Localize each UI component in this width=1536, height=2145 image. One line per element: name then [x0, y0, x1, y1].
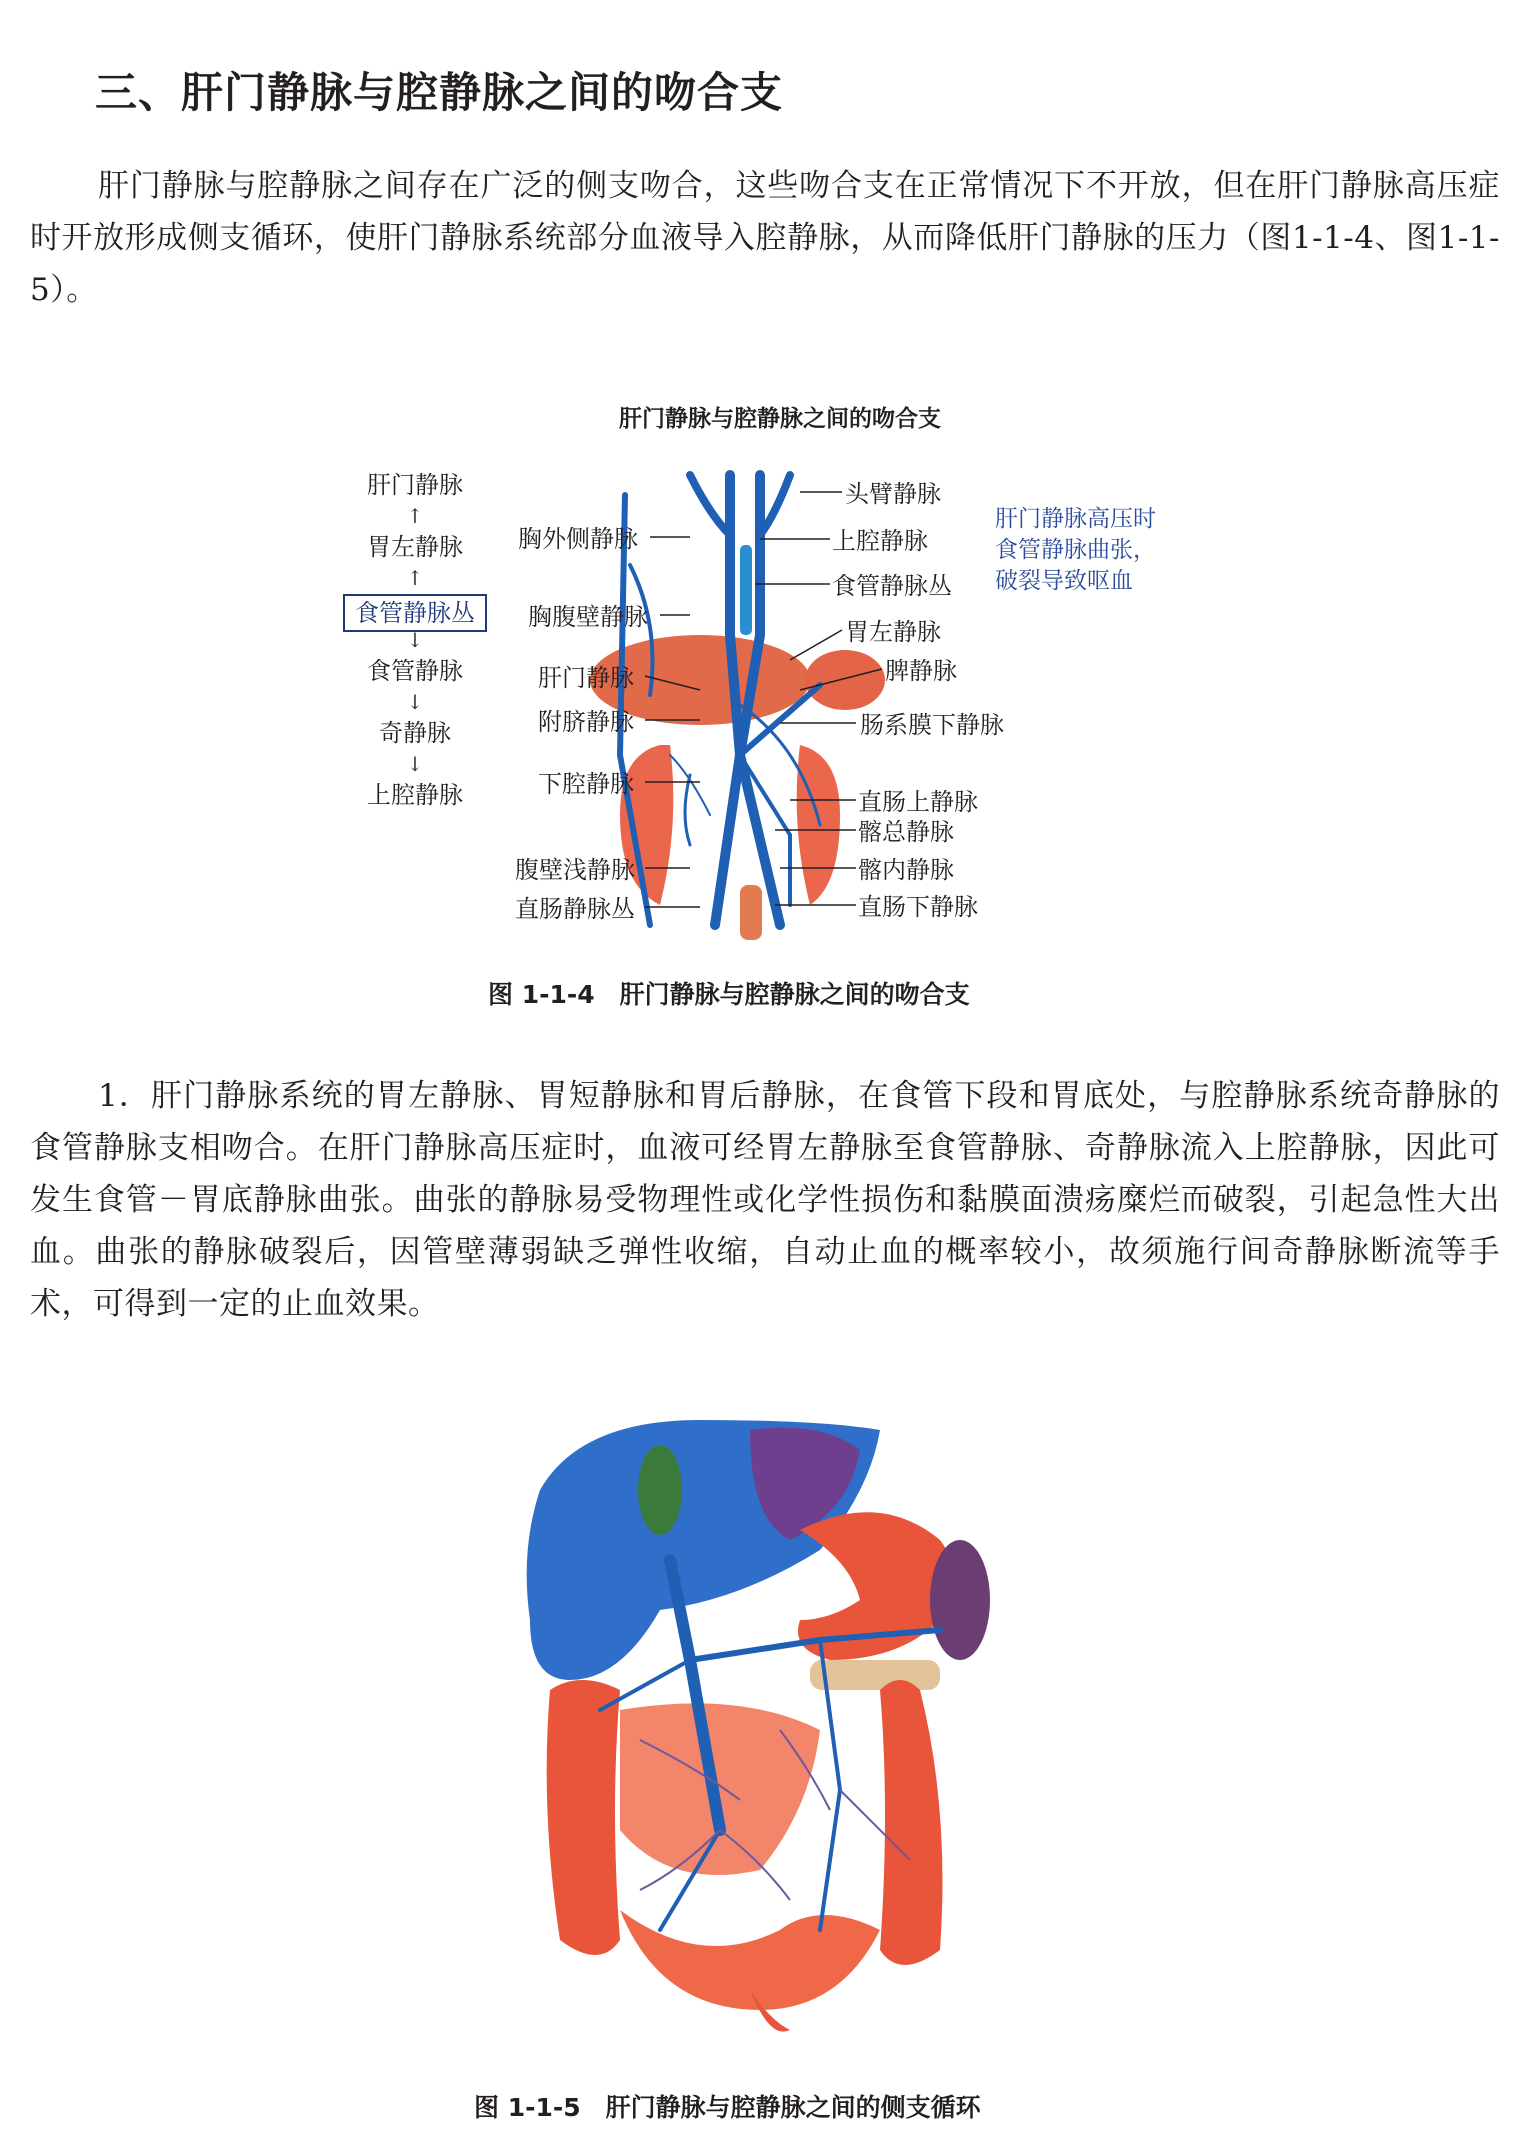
leader-lines: [0, 0, 1536, 1000]
note-line: 食管静脉曲张，: [995, 537, 1156, 563]
label-common-iliac-vein: 髂总静脉: [858, 818, 954, 846]
label-superior-vena-cava: 上腔静脉: [832, 527, 928, 555]
label-left-gastric-vein: 胃左静脉: [845, 618, 941, 646]
paragraph-intro: 肝门静脉与腔静脉之间存在广泛的侧支吻合，这些吻合支在正常情况下不开放，但在肝门静脉高压症时开放形成侧支循环，使肝门静脉系统部分血液导入腔静脉，从而降低肝门静脉的压力（图1-1-4、图1-1-5）。: [30, 168, 1500, 308]
flow-node: 肝门静脉: [367, 471, 463, 499]
spleen-shape: [930, 1540, 990, 1660]
label-paraumbilical-vein: 附脐静脉: [538, 708, 634, 736]
paragraph-anastomosis-1: 1．肝门静脉系统的胃左静脉、胃短静脉和胃后静脉，在食管下段和胃底处，与腔静脉系统奇静脉的食管静脉支相吻合。在肝门静脉高压症时，血液可经胃左静脉至食管静脉、奇静脉流入上腔静脉，因此可发生食管－胃底静脉曲张。曲张的静脉易受物理性或化学性损伤和黏膜面溃疡糜烂而破裂，引起急性大出血。曲张的静脉破裂后，因管壁薄弱缺乏弹性收缩，自动止血的概率较小，故须施行间奇静脉断流等手术，可得到一定的止血效果。: [30, 1078, 1500, 1322]
down-arrow-icon: ↓: [406, 690, 424, 714]
label-esophageal-plexus: 食管静脉丛: [832, 572, 952, 600]
label-hepatic-portal-vein: 肝门静脉: [538, 664, 634, 692]
label-thoracoepigastric-vein: 胸腹壁静脉: [528, 603, 648, 631]
figure1-title: 肝门静脉与腔静脉之间的吻合支: [619, 406, 941, 432]
note-line: 肝门静脉高压时: [995, 506, 1156, 532]
label-brachiocephalic-vein: 头臂静脉: [845, 480, 941, 508]
sigmoid-colon-shape: [620, 1910, 880, 2010]
label-lateral-thoracic-vein: 胸外侧静脉: [518, 525, 638, 553]
up-arrow-icon: ↑: [406, 566, 424, 590]
up-arrow-icon: ↑: [406, 504, 424, 528]
flow-node-highlighted: 食管静脉丛: [343, 594, 487, 632]
clinical-note: [995, 504, 1156, 597]
label-splenic-vein: 脾静脉: [885, 657, 957, 685]
label-inferior-mesenteric-vein: 肠系膜下静脉: [860, 711, 1004, 739]
label-superior-rectal-vein: 直肠上静脉: [858, 788, 978, 816]
label-rectal-venous-plexus: 直肠静脉丛: [515, 895, 635, 923]
flow-node: 胃左静脉: [367, 533, 463, 561]
down-arrow-icon: ↓: [406, 752, 424, 776]
note-line: 破裂导致呕血: [995, 568, 1133, 594]
label-inferior-vena-cava: 下腔静脉: [538, 770, 634, 798]
flow-node: 奇静脉: [379, 719, 451, 747]
gallbladder-shape: [638, 1445, 682, 1535]
figure2-caption: 图 1-1-5 肝门静脉与腔静脉之间的侧支循环: [474, 2093, 981, 2122]
flow-node: 上腔静脉: [367, 781, 463, 809]
pancreas-shape: [810, 1660, 940, 1690]
figure1-caption: 图 1-1-4 肝门静脉与腔静脉之间的吻合支: [488, 980, 970, 1009]
ascending-colon-shape: [547, 1680, 620, 1955]
flow-node: 食管静脉: [367, 657, 463, 685]
label-superficial-epigastric-vein: 腹壁浅静脉: [515, 856, 635, 884]
label-inferior-rectal-vein: 直肠下静脉: [858, 893, 978, 921]
section-heading: 三、肝门静脉与腔静脉之间的吻合支: [95, 68, 784, 117]
label-internal-iliac-vein: 髂内静脉: [858, 856, 954, 884]
descending-colon-shape: [880, 1680, 943, 1965]
down-arrow-icon: ↓: [406, 628, 424, 652]
collateral-circulation-illustration: [520, 1410, 1020, 2050]
small-intestine-shape: [620, 1703, 820, 1875]
